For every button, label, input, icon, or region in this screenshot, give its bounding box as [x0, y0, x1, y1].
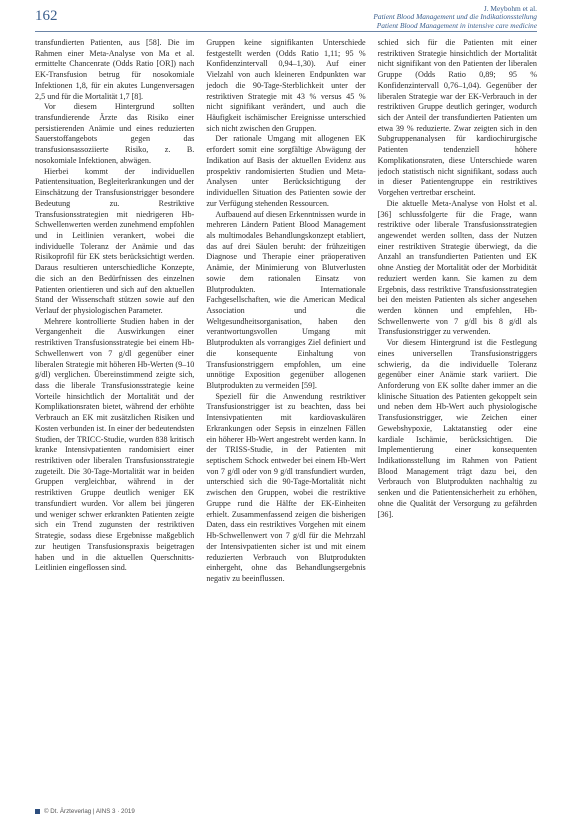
column-3: [378, 38, 537, 794]
paragraph: Vor diesem Hintergrund ist die Festlegung eines universellen Transfusionstriggers schwierig, da die individuelle Toleranz gegenüber einer Anämie stark variiert. Die Anforderung von EK sollte daher immer an die klinische Situation des Patienten gekoppelt sein und neben dem Hb-Wert auch physiologische Transfusionstrigger, wie Zeichen einer Gewebshypoxie, Laktatanstieg oder eine kardiale Ischämie, berücksichtigen. Die Implementierung einer konsequenten Indikationsstellung im Rahmen von Patient Blood Management trägt dazu bei, den Verbrauch von Blutprodukten nachhaltig zu senken und die Patientensicherheit zu erhöhen, ohne die Qualität der Versorgung zu gefährden [36].: [377, 338, 537, 519]
paragraph: Vor diesem Hintergrund sollten transfundierende Ärzte das Risiko einer persistierenden Anämie und eines reduzierten Sauerstoffangebots gegen das transfusionsassoziierte Risiko, z. B. nosokomiale Infektionen, abwägen.: [35, 102, 195, 165]
paragraph: schied sich für die Patienten mit einer restriktiven Strategie hinsichtlich der Mortalität nicht signifikant von den Patienten der liberalen Gruppe (Odds Ratio 0,89; 95 % Konfidenzintervall 0,76–1,04). Gegenüber der liberalen Strategie war der EK-Verbrauch in der restriktiven Gruppe deutlich geringer, wodurch sich der Anteil der transfundierten Patienten um etwa 39 % reduzierte. Zwar zeigten sich in den Subgruppenanalysen für kardiochirurgische Patienten tendenziell höhere Komplikationsraten, diese Unterschiede waren jedoch statistisch nicht signifikant, sodass auch in dieser Patientengruppe ein restriktives Vorgehen vertretbar erscheint.: [377, 38, 537, 198]
paragraph: Die aktuelle Meta-Analyse von Holst et al. [36] schlussfolgerte für die Frage, wann restriktive oder liberale Transfusionsstrategien angewendet werden sollten, dass der Nutzen einer restriktiven Strategie überwiegt, da die Anzahl an transfundierten Patienten und EK ohne Anstieg der Mortalität oder der Morbidität reduziert werden kann. Sie kamen zu dem Ergebnis, dass restriktive Transfusionsstrategien bei den meisten Patienten als sicher angesehen werden können und empfehlen, Hb-Schwellenwerte von 7 g/dl bis 8 g/dl als Transfusionstrigger zu verwenden.: [377, 198, 537, 337]
footer-square-icon: [35, 809, 40, 814]
paragraph: Gruppen keine signifikanten Unterschiede festgestellt werden (Odds Ratio 1,11; 95 % Konfidenzintervall 0,94–1,30). Auf einer Vielzahl von auch kleineren Endpunkten war jedoch die 90-Tage-Sterblichkeit unter der restriktiven Strategie mit 43 % versus 45 % nicht signifikant verändert, und auch die Häufigkeit ischämischer Ereignisse unterschied sich nicht zwischen den Gruppen.: [206, 38, 366, 133]
paragraph: Aufbauend auf diesen Erkenntnissen wurde in mehreren Ländern Patient Blood Management als multimodales Behandlungskonzept etabliert, das auf drei Säulen beruht: der frühzeitigen Diagnose und Therapie einer präoperativen Anämie, der Minimierung von Blutverlusten sowie dem rationalen Einsatz von Blutprodukten. Internationale Fachgesellschaften, wie die American Medical Association und die Weltgesundheitsorganisation, haben den verantwortungsvollen Umgang mit Blutprodukten als vorrangiges Ziel definiert und die konsequente Einhaltung von Transfusionstriggern empfohlen, um eine unnötige Exposition gegenüber allogenen Blutprodukten zu vermeiden [59].: [206, 209, 366, 390]
footer-text: © Dt. Ärzteverlag | AINS 3 · 2019: [44, 808, 135, 815]
paragraph: transfundierten Patienten, aus [58]. Die im Rahmen einer Meta-Analyse von Ma et al. ermittelte Chancenrate (Odds Ratio [OR]) nach EK-Transfusion betrug für nosokomiale Infektionen 1,8, für ein akutes Lungenversagen 2,5 und für die Mortalität 1,7 [8].: [35, 38, 195, 101]
running-header-title-de: Patient Blood Management und die Indikationsstellung: [373, 12, 537, 22]
paragraph: Der rationale Umgang mit allogenen EK erfordert somit eine sorgfältige Abwägung der Indikation auf Basis der aktuellen Evidenz aus prospektiv randomisierten Studien und Meta-Analysen unter Berücksichtigung der individuellen Situation des Patienten sowie der zur Verfügung stehenden Ressourcen.: [206, 134, 366, 208]
paragraph: Speziell für die Anwendung restriktiver Transfusionstrigger ist zu beachten, dass bei Intensivpatienten mit kardiovaskulären Erkrankungen oder Sepsis in einzelnen Fällen ein höherer Hb-Wert angestrebt werden kann. In der TRISS-Studie, in der Patienten mit septischem Schock entweder bei einem Hb-Wert von 7 g/dl oder von 9 g/dl transfundiert wurden, unterschied sich die 90-Tage-Mortalität nicht zwischen den Gruppen, wobei die restriktive Gruppe rund die Hälfte der EK-Einheiten erhielt. Zusammenfassend zeigen die bisherigen Daten, dass ein restriktives Vorgehen mit einem Hb-Schwellenwert von 7 g/dl für die Mehrzahl der Intensivpatienten sicher ist und mit einem reduzierten Verbrauch von Blutprodukten einhergeht, ohne das Behandlungsergebnis negativ zu beeinflussen.: [206, 391, 366, 583]
running-header-authors: J. Meybohm et al.: [483, 4, 537, 13]
column-2: [206, 38, 365, 794]
paragraph: Hierbei kommt der individuellen Patientensituation, Begleiterkrankungen und der Einschätzung der Transfusionstrigger besondere Bedeutung zu. Restriktive Transfusionsstrategien mit niedrigeren Hb-Schwellenwerten werden zunehmend empfohlen und in Leitlinien verankert, wobei die individuelle Toleranz der Anämie und das Risikoprofil für EK stets berücksichtigt werden. Daraus resultieren unterschiedliche Konzepte, die sich an den Bedürfnissen des einzelnen Patienten orientieren und sich auf den aktuellen Stand der Wissenschaft stützen sowie auf den Verlauf der physiologischen Parameter.: [35, 166, 195, 315]
running-header: [307, 5, 537, 30]
paragraph: Mehrere kontrollierte Studien haben in der Vergangenheit die Auswirkungen einer restriktiven Transfusionsstrategie bei einem Hb-Schwellenwert von 7 g/dl gegenüber einer liberalen Strategie mit höheren Hb-Werten (9–10 g/dl) verglichen. Übereinstimmend zeigte sich, dass die liberale Transfusionsstrategie keine Vorteile hinsichtlich der Mortalität und der Komplikationsraten bietet, während der erhöhte Verbrauch an EK mit zusätzlichen Risiken und Kosten verbunden ist. In einer der bedeutendsten Studien, der TRICC-Studie, wurden 838 kritisch kranke Intensivpatienten randomisiert einer restriktiven oder liberalen Transfusionsstrategie zugeteilt. Die 30-Tage-Mortalität war in beiden Gruppen vergleichbar, während in der restriktiven Gruppe deutlich weniger EK transfundiert wurden. Vor allem bei jüngeren und weniger schwer erkrankten Patienten zeigte sich ein Trend zugunsten der restriktiven Strategie, sodass diese Ergebnisse maßgeblich zur heutigen Transfusionspraxis beigetragen haben und in die aktuellen Querschnitts-Leitlinien eingeflossen sind.: [35, 316, 195, 573]
page-footer: [35, 808, 135, 815]
header-divider: [35, 31, 537, 32]
page-number: 162: [35, 8, 58, 24]
running-header-title-en: Patient Blood Management in intensive care medicine: [376, 20, 537, 30]
body-columns: [35, 38, 537, 794]
column-1: [35, 38, 194, 794]
